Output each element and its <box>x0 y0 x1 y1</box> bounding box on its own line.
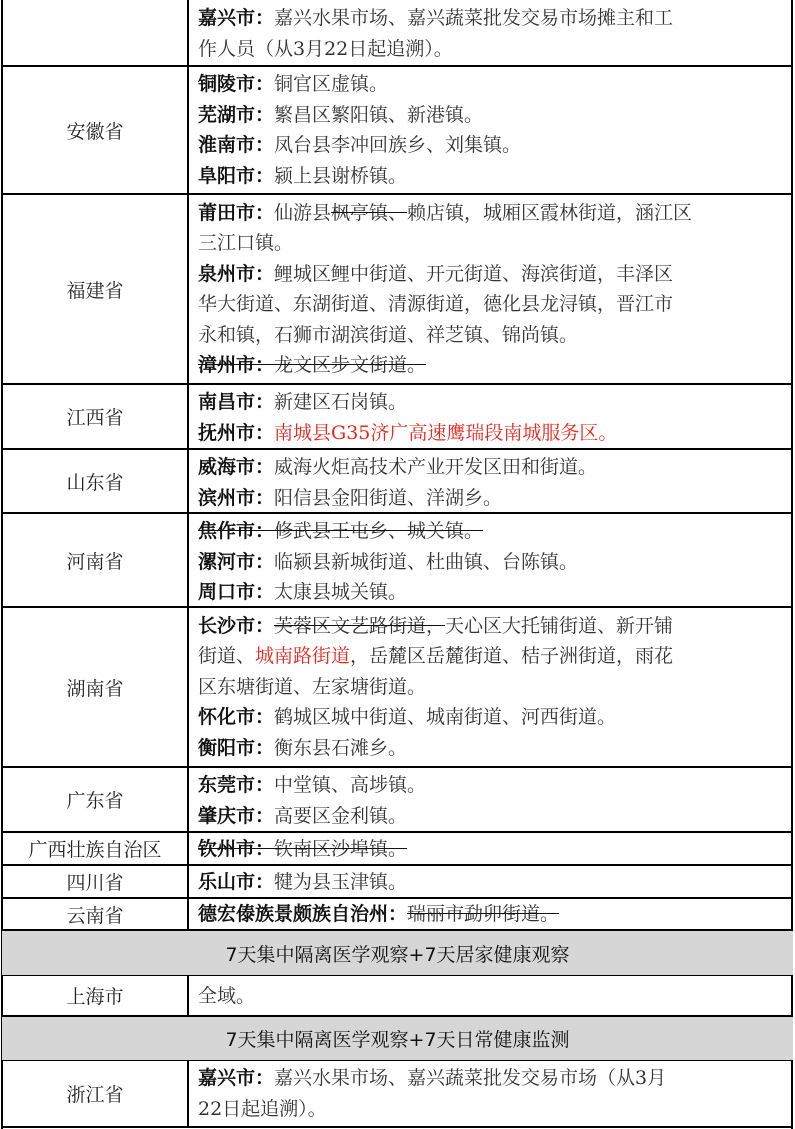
area-text: ，岳麓区岳麓街道、桔子洲街道，雨花 <box>350 645 674 668</box>
detail-line <box>198 834 786 864</box>
province-cell: 四川省 <box>66 872 124 894</box>
area-text: 龙文区步文街道。 <box>274 354 427 376</box>
area-text: 作人员（从3月22日起追溯）。 <box>198 37 453 60</box>
city-name: 泉州市： <box>198 262 275 285</box>
city-name: 长沙市： <box>198 614 275 637</box>
city-name: 漯河市： <box>198 550 275 573</box>
area-text: 城南路街道 <box>255 645 351 668</box>
area-text: 高要区金利镇。 <box>274 804 408 827</box>
area-text: 全域。 <box>198 984 256 1007</box>
detail-line <box>198 981 786 1011</box>
detail-line <box>198 483 786 513</box>
area-text: 铜官区虚镇。 <box>274 73 389 95</box>
area-text: 枫亭镇、 <box>331 201 408 224</box>
city-name: 嘉兴市： <box>198 7 275 29</box>
province-cell: 安徽省 <box>66 120 124 143</box>
detail-line <box>198 259 786 289</box>
city-name: 莆田市： <box>198 201 275 224</box>
city-name: 东莞市： <box>198 774 275 796</box>
area-text: 永和镇，石狮市湖滨街道、祥芝镇、锦尚镇。 <box>198 323 579 346</box>
city-name: 铜陵市： <box>198 73 275 95</box>
area-text: 华大街道、东湖街道、清源街道，德化县龙浔镇，晋江市 <box>198 293 674 315</box>
city-name: 滨州市： <box>198 486 275 509</box>
area-text: 威海火炬高技术产业开发区田和街道。 <box>274 456 598 478</box>
section-banner: 7天集中隔离医学观察+7天居家健康观察 <box>2 931 793 975</box>
city-name: 钦州市： <box>198 837 275 860</box>
area-text: 区东塘街道、左家塘街道。 <box>198 675 427 698</box>
area-text: 犍为县玉津镇。 <box>274 870 408 893</box>
detail-line <box>198 452 786 482</box>
detail-line <box>198 801 786 831</box>
area-text: 临颍县新城街道、杜曲镇、台陈镇。 <box>274 550 579 573</box>
area-text: 衡东县石滩乡。 <box>274 736 408 759</box>
detail-line <box>198 577 786 607</box>
city-name: 芜湖市： <box>198 103 275 126</box>
detail-line <box>198 702 786 732</box>
area-text: 嘉兴水果市场、嘉兴蔬菜批发交易市场摊主和工 <box>274 7 674 29</box>
detail-line <box>198 418 786 448</box>
detail-line <box>198 899 786 929</box>
province-cell: 上海市 <box>66 986 124 1008</box>
detail-line <box>198 350 786 380</box>
city-name: 漳州市： <box>198 354 275 376</box>
detail-line <box>198 289 786 319</box>
detail-line <box>198 100 786 130</box>
detail-line <box>198 1063 786 1093</box>
area-text: 三江口镇。 <box>198 232 294 254</box>
province-cell: 云南省 <box>66 904 124 927</box>
area-text: 钦南区沙埠镇。 <box>274 837 408 860</box>
province-cell: 广西壮族自治区 <box>28 839 162 861</box>
province-cell: 福建省 <box>66 279 124 302</box>
area-text: 修武县王屯乡、城关镇。 <box>274 520 484 542</box>
area-text: 鲤城区鲤中街道、开元街道、海滨街道，丰泽区 <box>274 262 674 285</box>
detail-line <box>198 3 786 33</box>
area-text: 鹤城区城中街道、城南街道、河西街道。 <box>274 706 617 729</box>
detail-line <box>198 611 786 641</box>
area-text: 繁昌区繁阳镇、新港镇。 <box>274 103 484 126</box>
detail-line <box>198 387 786 417</box>
city-name: 怀化市： <box>198 706 275 729</box>
area-text: 仙游县 <box>274 201 332 224</box>
detail-line <box>198 34 786 64</box>
area-text: 太康县城关镇。 <box>274 581 408 603</box>
area-text: 赖店镇，城厢区霞林街道，涵江区 <box>407 201 693 224</box>
detail-line <box>198 516 786 546</box>
province-cell: 河南省 <box>66 550 124 573</box>
detail-line <box>198 130 786 160</box>
city-name: 嘉兴市： <box>198 1067 275 1089</box>
city-name: 肇庆市： <box>198 804 275 827</box>
area-text: 天心区大托铺街道、新开铺 <box>445 614 674 637</box>
province-cell: 山东省 <box>66 471 124 494</box>
area-text: 颍上县谢桥镇。 <box>274 164 408 187</box>
area-text: 凤台县李冲回族乡、刘集镇。 <box>274 134 522 156</box>
detail-line <box>198 1094 786 1124</box>
detail-line <box>198 733 786 763</box>
detail-line <box>198 672 786 702</box>
detail-line <box>198 770 786 800</box>
city-name: 威海市： <box>198 456 275 478</box>
area-text: 街道、 <box>198 645 256 668</box>
city-name: 淮南市： <box>198 134 275 156</box>
area-text: 中堂镇、高埗镇。 <box>274 774 427 796</box>
city-name: 乐山市： <box>198 870 275 893</box>
section-banner: 7天集中隔离医学观察+7天日常健康监测 <box>2 1017 793 1060</box>
area-text: 22日起追溯）。 <box>198 1097 327 1120</box>
province-cell <box>2 0 188 66</box>
area-text: 嘉兴水果市场、嘉兴蔬菜批发交易市场（从3月 <box>274 1067 667 1089</box>
detail-line <box>198 641 786 671</box>
province-cell: 湖南省 <box>66 677 124 700</box>
city-name: 焦作市： <box>198 520 275 542</box>
detail-line <box>198 228 786 258</box>
area-text: 芙蓉区文艺路街道， <box>274 614 446 637</box>
area-text: 新建区石岗镇。 <box>274 391 408 413</box>
city-name: 南昌市： <box>198 391 275 413</box>
detail-line <box>198 867 786 897</box>
detail-line <box>198 320 786 350</box>
city-name: 阜阳市： <box>198 164 275 187</box>
province-cell: 江西省 <box>66 407 124 429</box>
area-text: 南城县G35济广高速鹰瑞段南城服务区。 <box>274 421 618 444</box>
area-text: 瑞丽市勐卯街道。 <box>407 903 560 925</box>
city-name: 德宏傣族景颇族自治州： <box>198 903 408 925</box>
city-name: 周口市： <box>198 581 275 603</box>
province-cell: 浙江省 <box>66 1084 124 1106</box>
area-text: 抚州市： <box>198 421 275 444</box>
detail-line <box>198 547 786 577</box>
area-text: 阳信县金阳街道、洋湖乡。 <box>274 486 503 509</box>
city-name: 衡阳市： <box>198 736 275 759</box>
detail-line <box>198 198 786 228</box>
detail-line <box>198 69 786 99</box>
detail-line <box>198 161 786 191</box>
province-cell: 广东省 <box>66 790 124 812</box>
